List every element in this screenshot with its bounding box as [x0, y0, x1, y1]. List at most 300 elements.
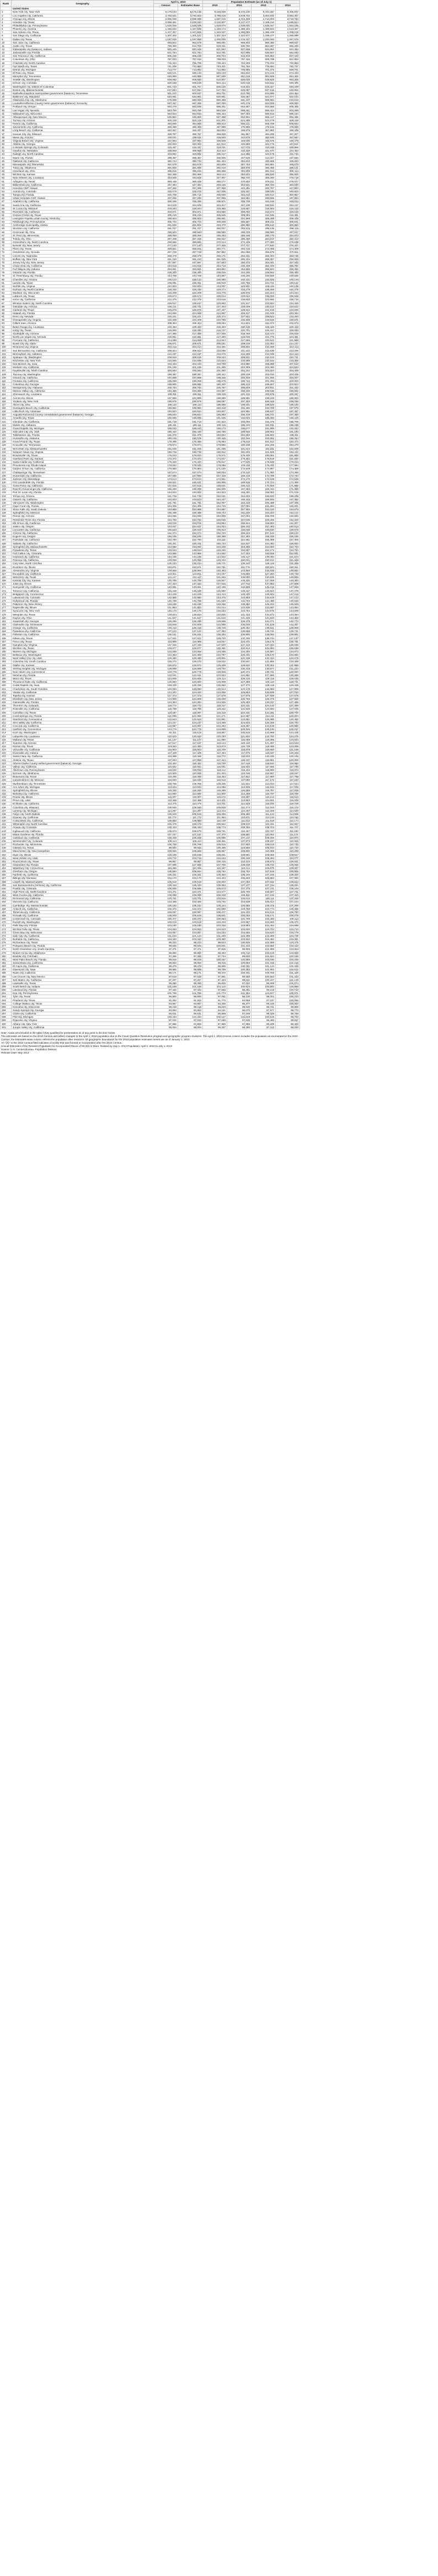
estimate-2013-cell: 109,927 [276, 853, 300, 856]
estimates-base-cell: 416,427 [178, 146, 203, 149]
estimate-2011-cell: 142,835 [227, 606, 252, 609]
estimate-2012-cell: 277,080 [252, 240, 276, 244]
estimate-2013-cell: 268,738 [276, 254, 300, 257]
rank-cell: 56 [1, 197, 12, 200]
estimate-2012-cell: 125,583 [252, 687, 276, 690]
estimate-2012-cell: 599,894 [252, 99, 276, 102]
estimates-base-cell: 210,565 [178, 359, 203, 362]
estimate-2013-cell: 171,016 [276, 491, 300, 494]
geography-cell: Akron city, Ohio [12, 403, 154, 406]
estimate-2010-cell: 382,606 [203, 163, 227, 166]
rank-cell: 145 [1, 498, 12, 501]
estimate-2011-cell: 112,671 [227, 816, 252, 819]
census-cell: 99,218 [154, 1005, 178, 1008]
estimate-2010-cell: 146,266 [203, 603, 227, 606]
estimate-2010-cell: 108,281 [203, 853, 227, 856]
estimate-2013-cell: 120,346 [276, 752, 300, 755]
estimate-2010-cell: 111,680 [203, 738, 227, 741]
geography-cell: Clearwater city, Florida [12, 863, 154, 866]
estimate-2012-cell: 141,620 [252, 616, 276, 619]
census-cell: 97,856 [154, 1022, 178, 1025]
estimates-base-cell: 787,033 [178, 58, 203, 61]
estimate-2011-cell: 125,221 [227, 654, 252, 657]
rank-cell: 82 [1, 284, 12, 288]
census-cell: 103,190 [154, 924, 178, 927]
estimates-base-cell: 103,190 [178, 924, 203, 927]
estimate-2012-cell: 146,504 [252, 592, 276, 596]
estimate-2011-cell: 161,030 [227, 511, 252, 515]
estimate-2012-cell: 391,013 [252, 170, 276, 173]
geography-cell: Lexington-Fayette urban county, Kentucky [12, 217, 154, 220]
estimates-base-cell: 164,603 [178, 491, 203, 494]
estimates-base-cell: 337,256 [178, 186, 203, 190]
rank-cell: 223 [1, 762, 12, 765]
geography-cell: Atlanta city, Georgia [12, 142, 154, 145]
rank-cell: 224 [1, 765, 12, 768]
rank-cell: 186 [1, 636, 12, 640]
estimate-2011-cell: 620,029 [227, 78, 252, 82]
rank-cell: 146 [1, 501, 12, 504]
estimate-2012-cell: 122,762 [252, 735, 276, 738]
estimate-2010-cell: 214,644 [203, 339, 227, 342]
estimate-2010-cell: 173,551 [203, 477, 227, 480]
geography-cell: Pomona city, California [12, 559, 154, 562]
census-cell: 135,234 [154, 562, 178, 565]
estimate-2012-cell: 306,211 [252, 220, 276, 224]
census-cell: 236,091 [154, 281, 178, 284]
census-cell: 118,296 [154, 775, 178, 779]
estimates-base-cell: 106,098 [178, 894, 203, 897]
estimates-base-cell: 324,528 [178, 203, 203, 207]
census-cell: 224,669 [154, 311, 178, 315]
estimate-2010-cell: 103,730 [203, 900, 227, 904]
rank-cell: 210 [1, 717, 12, 721]
estimate-2010-cell: 585,261 [203, 105, 227, 109]
estimate-2010-cell: 319,365 [203, 207, 227, 210]
estimate-2012-cell: 146,924 [252, 589, 276, 592]
estimate-2010-cell: 392,018 [203, 166, 227, 169]
estimate-2011-cell: 104,840 [227, 927, 252, 931]
geography-cell: Thornton city, Colorado [12, 704, 154, 708]
estimate-2011-cell: 114,925 [227, 785, 252, 789]
census-cell: 103,340 [154, 937, 178, 941]
census-cell: 93,857 [154, 1002, 178, 1005]
estimate-2013-cell: 110,077 [276, 856, 300, 860]
estimate-2013-cell: 104,710 [276, 927, 300, 931]
rank-cell: 30 [1, 109, 12, 112]
estimate-2011-cell: 125,768 [227, 697, 252, 700]
estimate-2012-cell: 421,570 [252, 149, 276, 153]
estimate-2012-cell: 259,357 [252, 257, 276, 261]
census-cell: 101,786 [154, 992, 178, 995]
estimate-2013-cell: 115,919 [276, 799, 300, 802]
estimates-base-cell: 147,433 [178, 582, 203, 586]
geography-cell: Allentown city, Pennsylvania [12, 768, 154, 771]
estimate-2011-cell: 97,165 [227, 1012, 252, 1016]
estimate-2012-cell: 100,923 [252, 975, 276, 978]
estimates-base-cell: 141,527 [178, 616, 203, 619]
geography-cell: McAllen city, Texas [12, 646, 154, 650]
estimate-2010-cell: 229,493 [203, 325, 227, 328]
geography-cell: Corpus Christi city, Texas [12, 213, 154, 217]
rank-cell: 122 [1, 420, 12, 423]
rank-cell: 83 [1, 288, 12, 291]
estimate-2010-cell: 115,172 [203, 796, 227, 799]
estimates-base-cell: 208,916 [178, 355, 203, 359]
estimate-2010-cell: 129,928 [203, 670, 227, 673]
estimates-base-cell: 620,961 [178, 95, 203, 98]
estimate-2012-cell: 134,587 [252, 650, 276, 654]
estimate-2012-cell: 106,607 [252, 890, 276, 893]
geography-cell: Oakland city, California [12, 159, 154, 163]
geography-cell: Las Vegas city, Nevada [12, 109, 154, 112]
estimates-base-cell: 244,769 [178, 274, 203, 278]
census-cell: 103,701 [154, 897, 178, 900]
estimate-2012-cell: 181,812 [252, 440, 276, 444]
estimate-2010-cell: 305,838 [203, 220, 227, 224]
estimate-2010-cell: 418,101 [203, 146, 227, 149]
estimates-base-cell: 107,685 [178, 863, 203, 866]
estimate-2010-cell: 99,623 [203, 941, 227, 944]
census-cell: 466,488 [154, 126, 178, 129]
rank-cell: 197 [1, 673, 12, 677]
estimate-2010-cell: 100,477 [203, 910, 227, 914]
estimate-2011-cell: 2,127,177 [227, 20, 252, 24]
estimate-2011-cell: 394,813 [227, 159, 252, 163]
estimate-2010-cell: 212,075 [203, 352, 227, 355]
estimate-2012-cell: 778,684 [252, 64, 276, 68]
estimate-2011-cell: 100,463 [227, 968, 252, 971]
rank-cell: 238 [1, 812, 12, 816]
estimate-2012-cell: 119,456 [252, 744, 276, 748]
estimates-base-cell: 154,065 [178, 515, 203, 518]
estimate-2013-cell: 347,884 [276, 186, 300, 190]
estimate-2012-cell: 130,741 [252, 670, 276, 673]
geography-cell: Cambridge city, Massachusetts [12, 904, 154, 907]
census-cell: 115,452 [154, 762, 178, 765]
estimate-2011-cell: 126,416 [227, 677, 252, 681]
census-cell: 124,354 [154, 701, 178, 704]
estimate-2011-cell: 601,379 [227, 102, 252, 105]
estimate-2013-cell: 130,288 [276, 673, 300, 677]
estimate-2013-cell: 228,653 [276, 328, 300, 332]
estimate-2013-cell: 792,862 [276, 61, 300, 64]
estimates-base-cell: 226,876 [178, 308, 203, 311]
estimate-2010-cell: 3,796,016 [203, 14, 227, 17]
estimate-2013-cell: 133,992 [276, 654, 300, 657]
estimate-2011-cell: 443,036 [227, 139, 252, 142]
census-cell: 228,330 [154, 288, 178, 291]
rank-cell: 31 [1, 112, 12, 115]
estimate-2011-cell: 204,880 [227, 363, 252, 366]
estimate-2012-cell: 834,852 [252, 47, 276, 51]
census-cell: 112,580 [154, 792, 178, 795]
census-cell: 129,272 [154, 660, 178, 663]
estimate-2012-cell: 118,542 [252, 762, 276, 765]
estimate-2012-cell: 141,071 [252, 619, 276, 623]
estimate-2010-cell: 119,318 [203, 711, 227, 714]
estimate-2011-cell: 157,855 [227, 508, 252, 511]
geography-cell: Chandler city, Arizona [12, 278, 154, 281]
estimate-2011-cell: 166,281 [227, 491, 252, 494]
estimates-base-cell: 152,871 [178, 565, 203, 569]
estimates-base-cell: 103,701 [178, 897, 203, 900]
census-cell: 335,709 [154, 193, 178, 197]
estimate-2011-cell: 333,327 [227, 190, 252, 193]
geography-cell: Lancaster city, California [12, 528, 154, 531]
estimate-2011-cell: 106,166 [227, 873, 252, 877]
estimate-2012-cell: 135,744 [252, 636, 276, 640]
estimate-2011-cell: 124,833 [227, 721, 252, 724]
estimates-base-cell: 197,899 [178, 396, 203, 399]
estimate-2011-cell: 121,538 [227, 708, 252, 711]
estimate-2010-cell: 122,263 [203, 725, 227, 728]
estimates-base-cell: 821,784 [178, 51, 203, 55]
census-cell: 608,660 [154, 78, 178, 82]
estimate-2010-cell: 117,344 [203, 758, 227, 762]
rank-cell: 127 [1, 437, 12, 440]
estimate-2010-cell: 174,027 [203, 457, 227, 460]
estimate-2010-cell: 617,792 [203, 88, 227, 91]
geography-cell: Brownsville city, Texas [12, 453, 154, 457]
geography-cell: Lewisville city, Texas [12, 981, 154, 985]
rank-cell: 168 [1, 575, 12, 579]
estimate-2013-cell: 133,579 [276, 657, 300, 660]
geography-cell: Elk Grove city, California [12, 521, 154, 525]
estimate-2010-cell: 100,001 [203, 944, 227, 948]
estimate-2012-cell: 113,193 [252, 806, 276, 809]
estimate-2013-cell: 120,245 [276, 755, 300, 758]
estimates-base-cell: 122,363 [178, 654, 203, 657]
rank-cell: 206 [1, 704, 12, 708]
estimate-2011-cell: 211,542 [227, 349, 252, 352]
estimate-2010-cell: 244,718 [203, 264, 227, 267]
census-cell: 205,764 [154, 386, 178, 390]
estimates-base-cell: 136,286 [178, 619, 203, 623]
year-2011-header: 2011 [227, 4, 252, 7]
geography-cell: Oklahoma City city, Oklahoma [12, 99, 154, 102]
estimate-2012-cell: 118,861 [252, 758, 276, 762]
rank-cell: 208 [1, 711, 12, 714]
estimate-2011-cell: 219,766 [227, 332, 252, 335]
estimate-2012-cell: 100,800 [252, 985, 276, 988]
census-cell: 583,756 [154, 109, 178, 112]
estimate-2010-cell: 106,822 [203, 823, 227, 826]
estimate-2012-cell: 118,037 [252, 752, 276, 755]
geography-cell: Carlsbad city, California [12, 836, 154, 839]
geography-cell: Hialeah city, Florida [12, 311, 154, 315]
rank-cell: 220 [1, 752, 12, 755]
estimate-2011-cell: 101,233 [227, 944, 252, 948]
rank-cell: 70 [1, 244, 12, 247]
rank-cell: 92 [1, 318, 12, 322]
census-cell: 122,067 [154, 725, 178, 728]
estimate-2010-cell: 165,856 [203, 480, 227, 484]
geography-cell: Gainesville city, Florida [12, 701, 154, 704]
geography-cell: Flint city, Michigan [12, 1016, 154, 1019]
estimate-2010-cell: 105,585 [203, 836, 227, 839]
estimate-2010-cell: 396,698 [203, 170, 227, 173]
estimate-2013-cell: 100,671 [276, 992, 300, 995]
estimate-2010-cell: 164,247 [203, 498, 227, 501]
estimate-2011-cell: 155,844 [227, 521, 252, 525]
estimates-base-cell: 199,110 [178, 403, 203, 406]
geography-cell: Huntington Beach city, California [12, 406, 154, 409]
estimate-2013-cell: 214,237 [276, 342, 300, 345]
estimates-base-cell: 161,791 [178, 501, 203, 504]
census-cell: 131,117 [154, 575, 178, 579]
rank-cell: 91 [1, 315, 12, 318]
geography-cell: Memphis city, Tennessee [12, 75, 154, 78]
estimate-2012-cell: 318,563 [252, 207, 276, 210]
census-cell: 437,994 [154, 139, 178, 142]
estimate-2012-cell: 100,227 [252, 978, 276, 981]
geography-cell: Elgin city, Illinois [12, 853, 154, 856]
geography-cell: Newark city, New Jersey [12, 244, 154, 247]
census-cell: 178,874 [154, 444, 178, 447]
estimate-2013-cell: 2,718,782 [276, 17, 300, 20]
estimates-base-cell: 146,199 [178, 603, 203, 606]
estimate-2012-cell: 196,741 [252, 413, 276, 417]
estimates-base-cell: 135,161 [178, 633, 203, 636]
estimates-base-cell: 156,633 [178, 528, 203, 531]
rank-cell: 209 [1, 714, 12, 717]
estimate-2012-cell: 117,172 [252, 779, 276, 782]
estimates-base-cell: 115,903 [178, 748, 203, 752]
rank-cell: 7 [1, 31, 12, 34]
estimate-2013-cell: 172,794 [276, 474, 300, 477]
estimate-2012-cell: 142,973 [252, 613, 276, 616]
census-cell: 146,199 [154, 603, 178, 606]
geography-cell: Springfield city, Massachusetts [12, 545, 154, 548]
estimate-2013-cell: 509,924 [276, 122, 300, 126]
estimates-base-cell: 125,872 [178, 663, 203, 667]
estimate-2012-cell: 8,344,287 [252, 10, 276, 14]
rank-cell: 179 [1, 613, 12, 616]
rank-cell: 101 [1, 349, 12, 352]
year-2012-header: 2012 [252, 4, 276, 7]
estimates-base-cell: 139,966 [178, 569, 203, 572]
geography-cell: Amarillo city, Texas [12, 417, 154, 420]
census-cell: 161,791 [154, 501, 178, 504]
rank-cell: 280 [1, 954, 12, 958]
estimate-2013-cell: 603,488 [276, 109, 300, 112]
rank-cell: 123 [1, 423, 12, 426]
rank-cell: 13 [1, 51, 12, 55]
estimate-2010-cell: 121,271 [203, 714, 227, 717]
estimate-2012-cell: 109,703 [252, 826, 276, 829]
estimates-base-cell: 99,171 [178, 971, 203, 975]
estimates-base-cell: 200,564 [178, 369, 203, 372]
estimates-base-cell: 805,235 [178, 55, 203, 58]
estimates-base-cell: 295,803 [178, 217, 203, 220]
census-cell: 145,786 [154, 579, 178, 582]
estimates-base-cell: 261,310 [178, 257, 203, 261]
estimate-2011-cell: 193,096 [227, 420, 252, 423]
estimate-2013-cell: 155,662 [276, 542, 300, 545]
estimate-2010-cell: 156,813 [203, 528, 227, 531]
estimate-2010-cell: 227,347 [203, 308, 227, 311]
rank-cell: 28 [1, 102, 12, 105]
geography-cell: South Bend city, Indiana [12, 985, 154, 988]
estimate-2013-cell: 556,495 [276, 115, 300, 118]
estimate-2011-cell: 664,932 [227, 71, 252, 74]
estimates-base-cell: 110,366 [178, 867, 203, 870]
estimate-2010-cell: 743,421 [203, 64, 227, 68]
note-line: An "(X)" in the 2010 Census field indicates a locality that was formed or incorporated after the 2010 Census. [1, 1041, 122, 1044]
geography-cell: Fort Worth city, Texas [12, 64, 154, 68]
rank-cell: 230 [1, 785, 12, 789]
estimate-2013-cell: 128,731 [276, 681, 300, 684]
census-cell: 170,883 [154, 467, 178, 471]
geography-cell: Seattle city, Washington [12, 78, 154, 82]
estimate-2012-cell: 305,489 [252, 217, 276, 220]
estimates-base-cell: 124,237 [178, 721, 203, 724]
geography-cell: Arlington city, Texas [12, 180, 154, 183]
geography-cell: Montgomery city, Alabama [12, 386, 154, 390]
estimates-base-cell: 236,091 [178, 281, 203, 284]
estimate-2010-cell: 97,866 [203, 1022, 227, 1025]
rank-cell: 278 [1, 948, 12, 951]
estimate-2012-cell: 154,484 [252, 542, 276, 545]
geography-cell: Pasadena city, Texas [12, 548, 154, 552]
estimate-2010-cell: 118,067 [203, 640, 227, 643]
rank-cell: 66 [1, 230, 12, 234]
estimate-2010-cell: 227,303 [203, 305, 227, 308]
estimate-2013-cell: 105,370 [276, 921, 300, 924]
estimate-2011-cell: 427,075 [227, 146, 252, 149]
estimate-2012-cell: 137,034 [252, 643, 276, 646]
estimate-2010-cell: 229,862 [203, 301, 227, 305]
estimate-2010-cell: 122,787 [203, 654, 227, 657]
estimate-2011-cell: 106,811 [227, 894, 252, 897]
estimate-2012-cell: 158,630 [252, 528, 276, 531]
rank-cell: 172 [1, 589, 12, 592]
geography-cell: Sunnyvale city, California [12, 586, 154, 589]
estimate-2011-cell: 830,796 [227, 44, 252, 47]
estimate-2012-cell: 128,119 [252, 684, 276, 687]
estimates-base-cell: 820,445 [178, 47, 203, 51]
estimates-base-cell: 178,042 [178, 464, 203, 467]
estimate-2013-cell: 100,065 [276, 998, 300, 1002]
census-cell: 382,578 [154, 163, 178, 166]
estimate-2012-cell: 809,798 [252, 58, 276, 61]
geography-cell: St. Louis city, Missouri [12, 207, 154, 210]
estimate-2013-cell: 1,513,367 [276, 28, 300, 31]
estimate-2010-cell: 190,318 [203, 406, 227, 409]
estimate-2013-cell: 842,583 [276, 51, 300, 55]
estimates-base-cell: 118,788 [178, 708, 203, 711]
estimate-2011-cell: 144,784 [227, 609, 252, 613]
estimate-2010-cell: 198,080 [203, 396, 227, 399]
estimate-2010-cell: 135,394 [203, 633, 227, 636]
estimate-2011-cell: 123,178 [227, 687, 252, 690]
census-cell: 259,841 [154, 247, 178, 251]
census-cell: 121,096 [154, 714, 178, 717]
estimate-2010-cell: 130,391 [203, 646, 227, 650]
geography-cell: Vallejo city, California [12, 765, 154, 768]
geography-cell: Columbus city, Georgia [12, 382, 154, 386]
estimates-base-cell: 165,269 [178, 488, 203, 491]
estimate-2013-cell: 164,676 [276, 508, 300, 511]
geography-cell: Jacksonville city, Florida [12, 51, 154, 55]
census-cell: 731,424 [154, 61, 178, 64]
estimate-2011-cell: 407,526 [227, 156, 252, 159]
geography-cell: Anchorage municipality, Alaska [12, 224, 154, 227]
estimate-2013-cell: 117,796 [276, 775, 300, 779]
estimate-2010-cell: 152,723 [203, 532, 227, 535]
geography-cell: Paterson city, New Jersey [12, 603, 154, 606]
